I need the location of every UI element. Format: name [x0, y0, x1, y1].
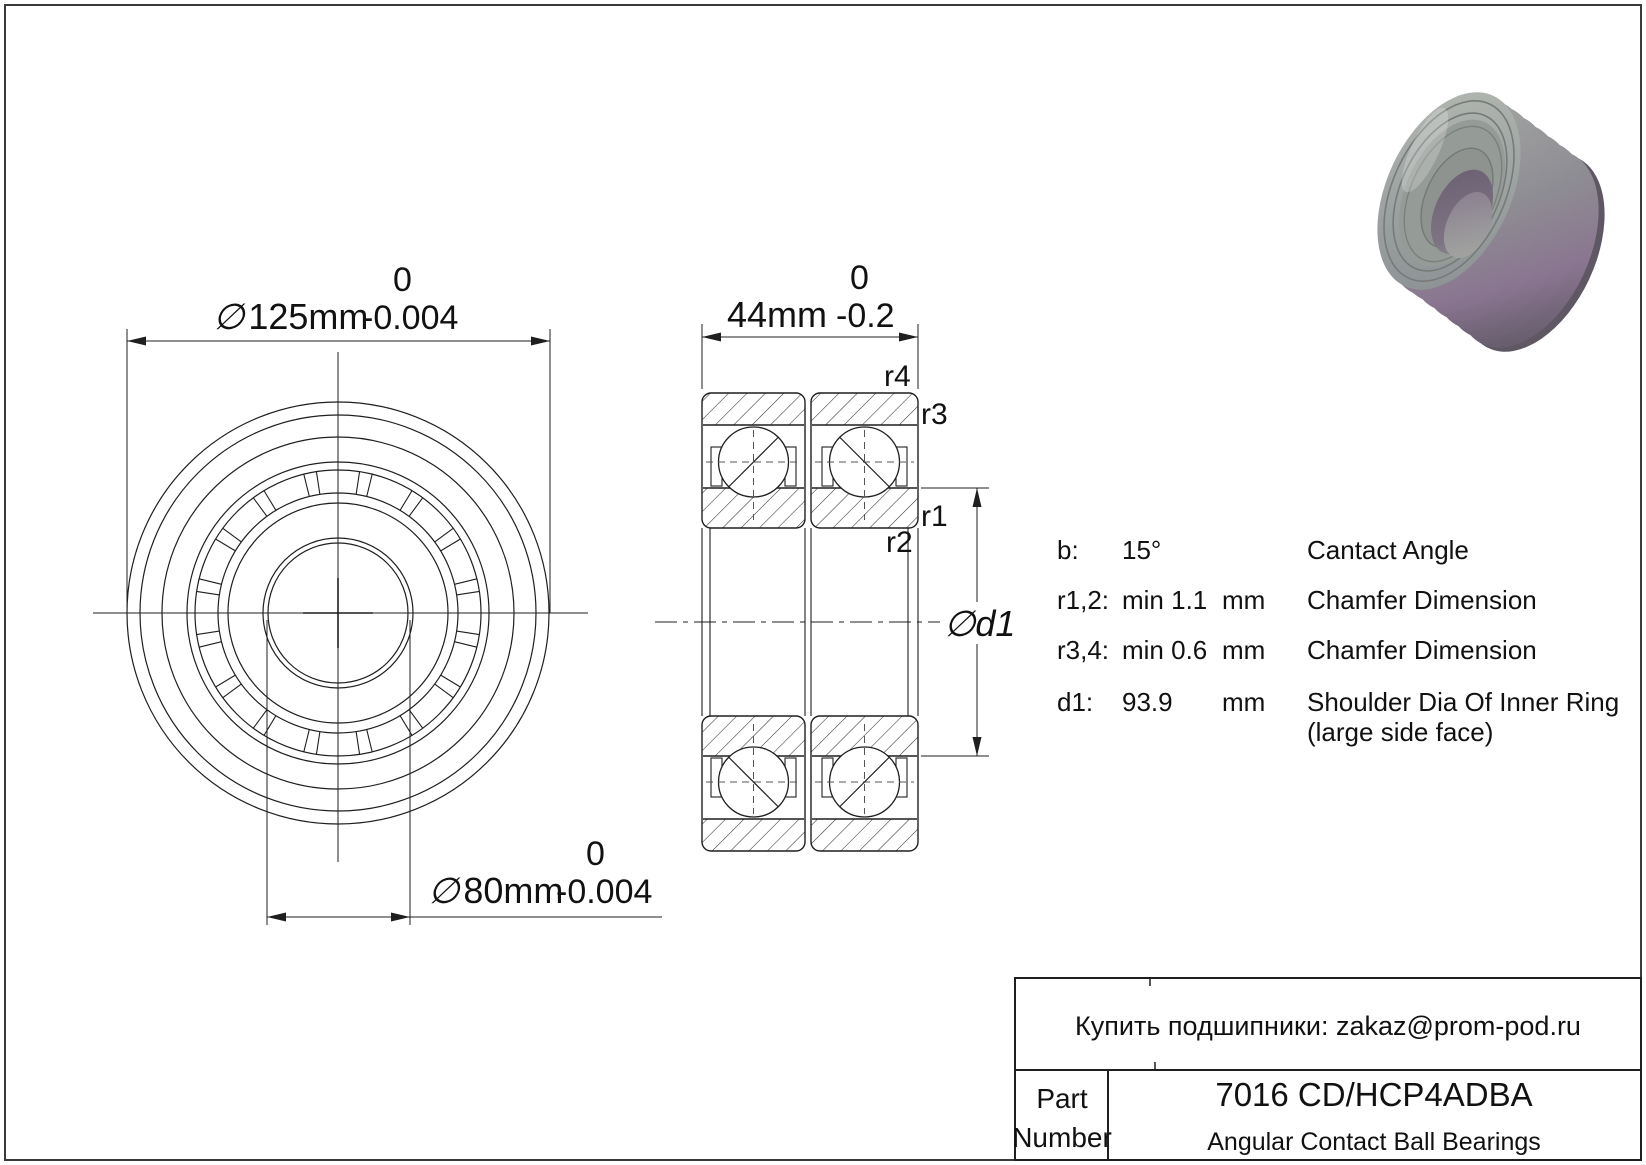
- spec-desc: Chamfer Dimension: [1307, 635, 1537, 665]
- label-r1: r1: [921, 500, 948, 533]
- label-r3: r3: [921, 398, 948, 431]
- title-block: [1012, 978, 1641, 1160]
- spec-desc-line2: (large side face): [1307, 717, 1494, 747]
- contact-email-line: Купить подшипники: zakaz@prom-pod.ru: [1075, 1011, 1581, 1041]
- spec-table: [1057, 535, 1619, 747]
- dim-od-tol-top: 0: [393, 261, 412, 299]
- spec-desc: Chamfer Dimension: [1307, 585, 1537, 615]
- part-label-line2: Number: [1012, 1122, 1112, 1153]
- section-view: [655, 393, 940, 851]
- spec-label: r3,4:: [1057, 635, 1110, 665]
- spec-desc: Cantact Angle: [1307, 535, 1469, 565]
- dim-width-value: 44mm: [727, 294, 828, 335]
- spec-value: 15°: [1122, 535, 1162, 565]
- spec-unit: mm: [1222, 687, 1266, 717]
- bearing-3d-render: [1348, 70, 1633, 375]
- arrow-down-icon: [973, 737, 982, 756]
- arrow-right-icon: [899, 333, 918, 342]
- arrow-left-icon: [267, 913, 286, 922]
- spec-desc: Shoulder Dia Of Inner Ring: [1307, 687, 1620, 717]
- dim-od-tol-bottom: -0.004: [362, 299, 459, 337]
- front-view-center-cross: [303, 578, 373, 648]
- spec-label: b:: [1057, 535, 1079, 565]
- spec-row: [1057, 535, 1469, 565]
- dim-width-tol-top: 0: [850, 259, 869, 297]
- spec-unit: mm: [1222, 635, 1266, 665]
- spec-value: min 0.6: [1122, 635, 1208, 665]
- spec-row: [1057, 585, 1537, 615]
- dim-width-tol-bottom: -0.2: [836, 297, 895, 335]
- arrow-right-icon: [391, 913, 410, 922]
- spec-row: [1057, 687, 1619, 747]
- arrow-up-icon: [973, 488, 982, 507]
- dim-bore-tol-top: 0: [586, 835, 605, 873]
- dim-bore-tol-bottom: -0.004: [556, 873, 653, 911]
- spec-row: [1057, 635, 1537, 665]
- front-view: [93, 352, 588, 862]
- spec-unit: mm: [1222, 585, 1266, 615]
- label-r2: r2: [886, 526, 913, 559]
- arrow-right-icon: [531, 337, 550, 346]
- spec-label: r1,2:: [1057, 585, 1110, 615]
- dim-d1-label: ∅d1: [944, 603, 1016, 644]
- label-r4: r4: [884, 360, 911, 393]
- part-label-line1: Part: [1036, 1083, 1088, 1114]
- spec-value: min 1.1: [1122, 585, 1208, 615]
- arrow-left-icon: [127, 337, 146, 346]
- part-type: Angular Contact Ball Bearings: [1207, 1128, 1541, 1156]
- dim-bore-symbol-value: ∅ 80mm: [428, 870, 564, 911]
- spec-value: 93.9: [1122, 687, 1173, 717]
- part-number: 7016 CD/HCP4ADBA: [1215, 1076, 1533, 1113]
- dim-bore-80: [267, 620, 662, 925]
- arrow-left-icon: [702, 333, 721, 342]
- dim-od-symbol-value: ∅ 125mm: [213, 296, 369, 337]
- spec-label: d1:: [1057, 687, 1094, 717]
